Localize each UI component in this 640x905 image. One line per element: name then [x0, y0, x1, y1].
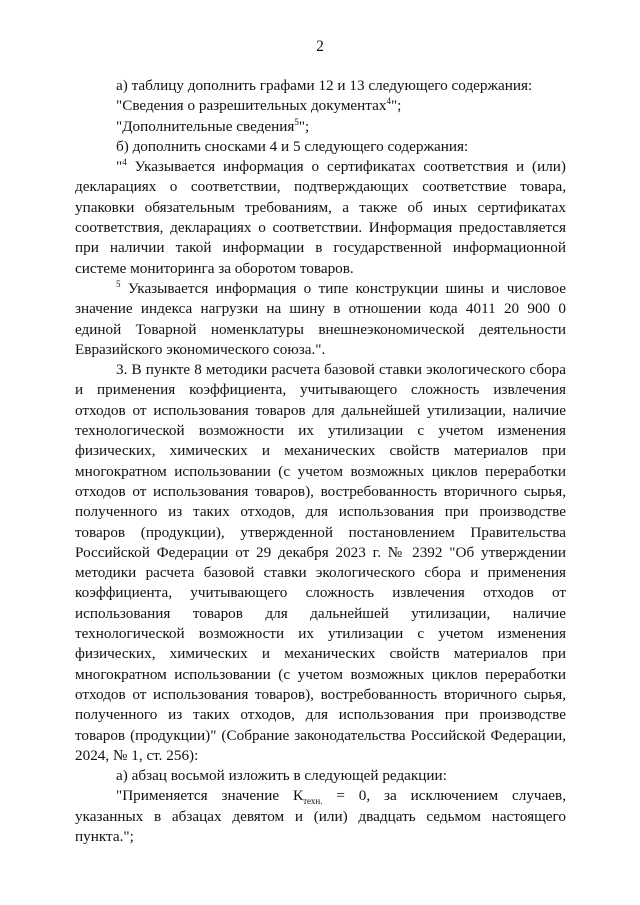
footnote-ref-4: 4: [386, 96, 391, 107]
paragraph-column-13: "Дополнительные сведения$^5$";: [116, 116, 310, 135]
paragraph-footnotes-addition: б) дополнить сносками 4 и 5 следующего содержания:: [116, 137, 469, 155]
paragraph-item-3: 3. В пункте 8 методики расчета базовой ставки экологического сбора и применения коэффициента, учитывающего сложность извлечения отходов от использования товаров для дальнейшей утилизации, наличие технологической возможности их утилизации с учетом изменения физических, химических и механических свойств материалов при многократном использовании (с учетом возможных циклов переработки отходов от использования товаров), востребованность вторичного сырья, полученного из таких отходов, для использования при производстве товаров (продукции), утвержденной постановлением Правительства Российской Федерации от 29 декабря 2023 г. № 2392 "Об утверждении методики расчета базовой ставки экологического сбора и применения коэффициента, учитывающего сложность извлечения отходов от использования товаров для дальнейшей утилизации, наличие технологической возможности их утилизации с учетом изменения физических, химических и механических свойств материалов при многократном использовании (с учетом возможных циклов переработки отходов от использования товаров), востребованность вторичного сырья, полученного из таких отходов, для использования при производстве товаров (продукции)" (Собрание законодательства Российской Федерации, 2024, № 1, ст. 256):: [75, 361, 566, 764]
paragraph-footnote-5: $^5$ Указывается информация о типе конструкции шины и числовое значение индекса нагрузки на шину в отношении кода 4011 20 900 0 единой Товарной номенклатуры внешнеэкономической деятельности Евразийского экономического союза.".: [75, 278, 566, 358]
paragraph-footnote-4: "$^4$ Указывается информация о сертификатах соответствия и (или) декларациях о соответствии, подтверждающих соответствие товара, упаковки обязательным требованиям, а также об иных сертификатах соответствия, декларациях о соответствии. Информация предоставляется при наличии такой информации в государственной информационной системе мониторинга за оборотом товаров.: [75, 157, 566, 277]
footnote-mark-5: 5: [116, 278, 121, 289]
paragraph-new-wording: "Применяется значение $К_{техн.} = 0$, за исключением случаев, указанных в абзацах девятом и (или) двадцать седьмом настоящего пункта.";: [75, 787, 566, 845]
subscript-tech: техн.: [303, 796, 323, 807]
document-body: [75, 76, 566, 847]
page-number: 2: [316, 38, 324, 55]
paragraph-table-addition: а) таблицу дополнить графами 12 и 13 следующего содержания:: [116, 77, 533, 94]
footnote-mark-4: 4: [122, 157, 127, 168]
footnote-ref-5: 5: [294, 116, 299, 127]
paragraph-column-12: "Сведения о разрешительных документах$^4$";: [116, 96, 402, 115]
paragraph-item-3a: а) абзац восьмой изложить в следующей редакции:: [116, 767, 447, 785]
